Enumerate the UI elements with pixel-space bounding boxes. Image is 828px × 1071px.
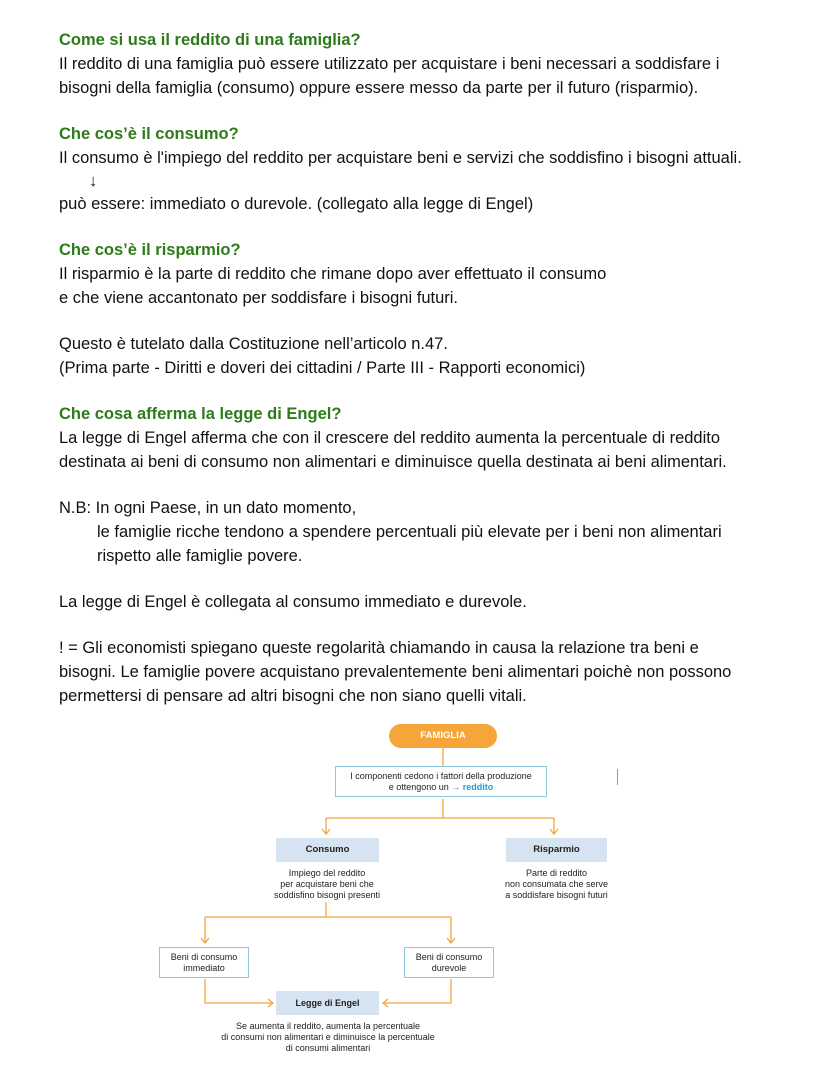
heading-engel: Che cosa afferma la legge di Engel? [59,405,342,423]
consumo-node: Consumo [276,838,379,862]
paragraph-text: Il consumo è l'impiego del reddito per acquistare beni e servizi che soddisfino i bisogni attuali. [59,149,742,167]
beni-durevole-box: Beni di consumo durevole [404,947,494,978]
componenti-text: I componenti cedono i fattori della produzione [350,771,532,781]
paragraph-text: rispetto alle famiglie povere. [97,547,303,565]
paragraph-text: ! = Gli economisti spiegano queste regolarità chiamando in causa la relazione tra beni e [59,639,699,657]
consumo-description: Impiego del reddito per acquistare beni che soddisfino bisogni presenti [273,868,381,900]
heading-consumo: Che cos’è il consumo? [59,125,239,143]
reddito-label: reddito [462,782,494,792]
connector-line [205,979,272,1003]
paragraph-text: bisogni della famiglia (consumo) oppure essere messo da parte per il futuro (risparmio). [59,79,699,97]
paragraph-text: destinata ai beni di consumo non alimentari e diminuisce quella destinata ai beni alimentari. [59,453,727,471]
heading-reddito: Come si usa il reddito di una famiglia? [59,31,361,49]
paragraph-text: Il risparmio è la parte di reddito che rimane dopo aver effettuato il consumo [59,265,607,283]
paragraph-text: La legge di Engel è collegata al consumo immediato e durevole. [59,593,527,611]
connector-line [384,979,451,1003]
paragraph-text: Il reddito di una famiglia può essere utilizzato per acquistare i beni necessari a soddisfare i [59,55,720,73]
down-arrow-icon: ↓ [89,172,98,190]
componenti-text-2: e ottengono un → reddito [388,782,494,792]
paragraph-text: bisogni. Le famiglie povere acquistano prevalentemente beni alimentari poichè non possono [59,663,732,681]
engel-node: Legge di Engel [276,991,379,1015]
beni-immediato-box: Beni di consumo immediato [159,947,249,978]
paragraph-text: (Prima parte - Diritti e doveri dei cittadini / Parte III - Rapporti economici) [59,359,586,377]
arrow-right-icon: → [451,782,461,792]
engel-description: Se aumenta il reddito, aumenta la percentuale di consumi non alimentari e diminuisce la percentuale di consumi alimentari [221,1021,435,1053]
paragraph-text: e che viene accantonato per soddisfare i bisogni futuri. [59,289,458,307]
divider [617,769,618,785]
risparmio-description: Parte di reddito non consumata che serve a soddisfare bisogni futuri [504,868,609,900]
componenti-box [335,766,547,797]
paragraph-text: Questo è tutelato dalla Costituzione nell’articolo n.47. [59,335,448,353]
paragraph-text: può essere: immediato o durevole. (collegato alla legge di Engel) [59,195,534,213]
heading-risparmio: Che cos’è il risparmio? [59,241,241,259]
risparmio-node: Risparmio [506,838,607,862]
paragraph-text: le famiglie ricche tendono a spendere percentuali più elevate per i beni non alimentari [97,523,722,541]
paragraph-text: La legge di Engel afferma che con il crescere del reddito aumenta la percentuale di reddito [59,429,721,447]
paragraph-text: permettersi di pensare ad altri bisogni che non siano quelli vitali. [59,687,527,705]
famiglia-node: FAMIGLIA [389,724,497,748]
paragraph-text: N.B: In ogni Paese, in un dato momento, [59,499,357,517]
